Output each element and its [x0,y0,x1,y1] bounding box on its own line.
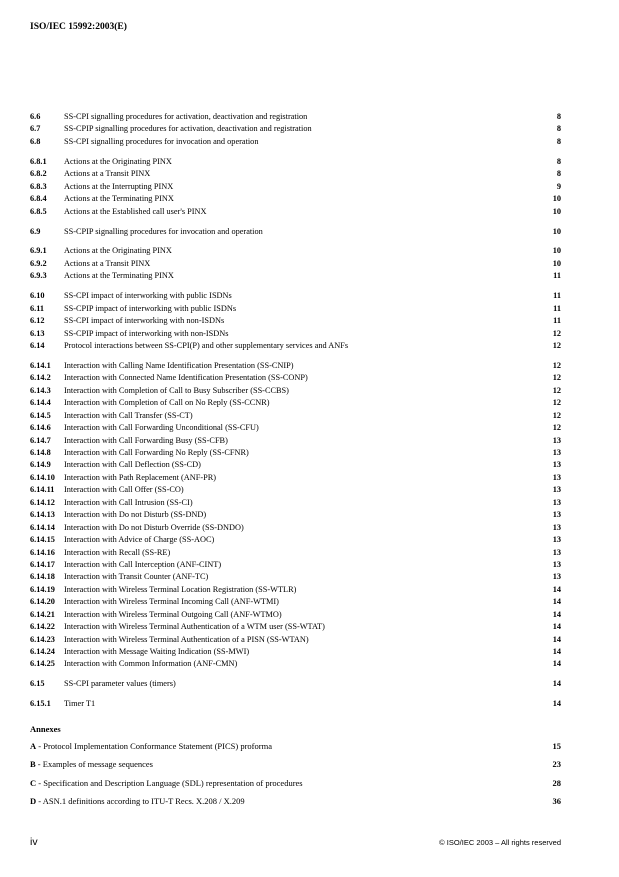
toc-entry[interactable] [30,447,561,459]
toc-entry-title: SS-CPI signalling procedures for activation, deactivation and registration [64,112,308,121]
toc-entry-page: 14 [552,699,561,709]
toc-entry[interactable] [30,258,561,270]
toc-entry-title: SS-CPIP signalling procedures for invocation and operation [64,226,263,236]
toc-entry-page: 13 [552,535,561,545]
toc-entry[interactable] [30,181,561,193]
toc-entry-page: 13 [552,460,561,470]
toc-entry-number: 6.14.4 [30,398,51,408]
toc-entry-title: Interaction with Call Forwarding No Reply (SS-CFNR) [64,448,249,457]
toc-entry-title: Actions at a Transit PINX [64,258,151,268]
toc-entry-page: 12 [552,385,561,395]
toc-entry-title: Interaction with Wireless Terminal Outgoing Call (ANF-WTMO) [64,609,282,619]
toc-entry[interactable] [30,634,561,646]
toc-entry-title: Interaction with Call Interception (ANF-CINT) [64,559,222,569]
toc-entry-number: 6.14.3 [30,385,51,395]
annex-letter: B [30,759,36,770]
toc-entry[interactable] [30,397,561,409]
toc-group-spacer [30,671,561,679]
toc-entry-title: SS-CPIP impact of interworking with non-ISDNs [64,328,229,338]
toc-entry[interactable] [30,497,561,509]
toc-entry-number: 6.14.12 [30,497,55,507]
toc-entry-number: 6.14.20 [30,597,55,607]
toc-entry[interactable] [30,509,561,521]
toc-entry-number: 6.14.9 [30,460,51,470]
toc-entry-page: 10 [552,258,561,268]
toc-entry[interactable] [30,459,561,471]
toc-entry-number: 6.9.3 [30,271,47,281]
toc-entry[interactable] [30,584,561,596]
toc-entry-page: 8 [556,124,561,134]
annex-page: 23 [552,759,561,770]
toc-entry-page: 13 [552,448,561,457]
toc-entry-page: 12 [552,360,561,370]
toc-entry-number: 6.14.11 [30,485,55,495]
annex-page: 15 [552,740,561,751]
toc-entry-page: 13 [552,510,561,520]
toc-entry-page: 14 [552,622,561,632]
toc-entry-number: 6.12 [30,316,45,326]
toc-entry-number: 6.7 [30,124,41,134]
toc-entry-title: Timer T1 [64,699,96,709]
toc-entry-number: 6.14.1 [30,360,51,370]
toc-entry-page: 11 [553,291,561,301]
toc-entry[interactable] [30,206,561,218]
toc-entry-title: Actions at the Established call user's PINX [64,206,207,216]
toc-entry-number: 6.14.21 [30,609,55,619]
toc-entry-number: 6.8.1 [30,156,47,166]
toc-entry-page: 8 [556,136,561,146]
toc-entry-title: Interaction with Recall (SS-RE) [64,547,171,557]
toc-entry[interactable] [30,111,561,123]
toc-entry-page: 8 [556,112,561,121]
toc-entry-title: Interaction with Transit Counter (ANF-TC) [64,572,209,582]
annex-entry[interactable] [30,795,561,814]
page-number: iv [30,836,38,848]
toc-entry-number: 6.8 [30,136,41,146]
annex-page: 36 [552,796,561,807]
annex-letter: D [30,796,37,807]
toc-group-spacer [30,283,561,291]
toc-entry-title: Protocol interactions between SS-CPI(P) and other supplementary services and ANFs [64,341,349,350]
toc-entry-title: Interaction with Call Offer (SS-CO) [64,485,184,495]
copyright-notice: © ISO/IEC 2003 – All rights reserved [439,838,561,847]
annex-page: 28 [552,777,561,788]
toc-entry-page: 14 [552,679,561,689]
toc-entry[interactable] [30,621,561,633]
toc-entry-title: Interaction with Connected Name Identification Presentation (SS-CONP) [64,373,308,383]
toc-entry-number: 6.11 [30,303,45,313]
toc-entry-page: 14 [552,647,561,656]
annex-entry[interactable] [30,777,561,796]
toc-entry[interactable] [30,484,561,496]
toc-entry[interactable] [30,422,561,434]
toc-entry-title: SS-CPI signalling procedures for invocation and operation [64,136,259,146]
toc-entry-page: 9 [556,181,561,191]
toc-entry-number: 6.9.2 [30,258,47,268]
document-header-id: ISO/IEC 15992:2003(E) [30,22,127,32]
toc-entry[interactable] [30,559,561,571]
toc-entry-number: 6.15.1 [30,699,51,709]
toc-entry-page: 13 [552,472,561,482]
toc-entry[interactable] [30,571,561,583]
toc-entry-page: 10 [552,226,561,236]
toc-entry-number: 6.8.5 [30,206,47,216]
toc-entry[interactable] [30,609,561,621]
toc-entry[interactable] [30,534,561,546]
toc-entry-title: SS-CPI parameter values (timers) [64,679,176,689]
toc-entry-page: 12 [552,328,561,338]
toc-entry-number: 6.13 [30,328,45,338]
toc-entry-page: 8 [556,156,561,166]
toc-entry-page: 13 [552,572,561,582]
toc-entry-title: Interaction with Path Replacement (ANF-PR) [64,472,217,482]
annex-title: - Protocol Implementation Conformance Statement (PICS) proforma [36,740,272,751]
toc-entry[interactable] [30,678,561,690]
toc-entry-number: 6.14.25 [30,659,55,669]
toc-entry[interactable] [30,472,561,484]
toc-entry-page: 14 [552,659,561,669]
toc-entry-number: 6.14.8 [30,448,51,457]
toc-entry-page: 13 [552,497,561,507]
toc-entry-title: Interaction with Do not Disturb (SS-DND) [64,510,207,520]
toc-entry-page: 11 [553,271,561,281]
toc-entry-page: 14 [552,584,561,594]
toc-entry-title: Interaction with Wireless Terminal Incoming Call (ANF-WTMI) [64,597,279,607]
toc-entry-number: 6.8.2 [30,169,47,179]
annex-letter: C [30,777,37,788]
toc-entry-title: Interaction with Advice of Charge (SS-AOC) [64,535,215,545]
toc-entry-number: 6.14.14 [30,522,55,532]
toc-entry-number: 6.14.7 [30,435,51,445]
toc-entry-page: 14 [552,597,561,607]
toc-entry-title: SS-CPIP impact of interworking with public ISDNs [64,303,237,313]
toc-entry-page: 11 [553,303,561,313]
toc-entry-title: Interaction with Message Waiting Indication (SS-MWI) [64,647,250,656]
toc-entry-number: 6.8.4 [30,194,47,204]
toc-entry-page: 14 [552,634,561,644]
toc-entry[interactable] [30,245,561,257]
toc-entry[interactable] [30,136,561,148]
toc-entry[interactable] [30,328,561,340]
toc-entry[interactable] [30,658,561,670]
toc-entry[interactable] [30,340,561,352]
toc-entry-title: Interaction with Wireless Terminal Authentication of a WTM user (SS-WTAT) [64,622,325,632]
toc-entry-page: 13 [552,522,561,532]
toc-entry-title: Actions at the Terminating PINX [64,194,174,204]
toc-entry[interactable] [30,372,561,384]
toc-entry-number: 6.14.18 [30,572,55,582]
toc-entry[interactable] [30,385,561,397]
toc-entry-number: 6.14.6 [30,423,51,433]
toc-entry-number: 6.14 [30,341,45,350]
toc-entry-page: 11 [553,316,561,326]
annex-letter: A [30,740,37,751]
toc-entry-title: Actions at the Originating PINX [64,246,172,256]
toc-entry[interactable] [30,290,561,302]
toc-entry-title: SS-CPI impact of interworking with public ISDNs [64,291,232,301]
toc-group-spacer [30,352,561,360]
toc-entry[interactable] [30,168,561,180]
toc-entry[interactable] [30,410,561,422]
toc-entry[interactable] [30,522,561,534]
toc-entry-number: 6.14.15 [30,535,55,545]
toc-entry-number: 6.9 [30,226,41,236]
toc-entry-page: 12 [552,373,561,383]
toc-entry-title: Interaction with Completion of Call to Busy Subscriber (SS-CCBS) [64,385,289,395]
toc-entry-page: 12 [552,423,561,433]
toc-entry-title: Interaction with Call Intrusion (SS-CI) [64,497,193,507]
toc-entry-number: 6.14.22 [30,622,55,632]
toc-entry-title: Interaction with Calling Name Identification Presentation (SS-CNIP) [64,360,294,370]
toc-entry[interactable] [30,315,561,327]
toc-entry-page: 12 [552,398,561,408]
toc-entry-title: Interaction with Call Transfer (SS-CT) [64,410,193,420]
toc-entry-number: 6.14.16 [30,547,55,557]
toc-entry-page: 10 [552,246,561,256]
toc-entry[interactable] [30,547,561,559]
toc-entry-title: Interaction with Wireless Terminal Authentication of a PISN (SS-WTAN) [64,634,309,644]
toc-entry-page: 8 [556,169,561,179]
toc-entry-title: Interaction with Call Deflection (SS-CD) [64,460,201,470]
toc-entry-number: 6.6 [30,112,41,121]
toc-entry-page: 13 [552,559,561,569]
toc-entry[interactable] [30,435,561,447]
toc-entry-page: 14 [552,609,561,619]
toc-entry[interactable] [30,596,561,608]
toc-entry-number: 6.14.23 [30,634,55,644]
table-of-contents [30,111,561,814]
toc-entry-title: Interaction with Common Information (ANF-CMN) [64,659,238,669]
toc-entry-number: 6.14.17 [30,559,55,569]
toc-entry-title: Actions at a Transit PINX [64,169,151,179]
toc-entry[interactable] [30,226,561,238]
toc-entry-title: Actions at the Originating PINX [64,156,172,166]
toc-entry-title: Actions at the Interrupting PINX [64,181,174,191]
annexes-heading: Annexes [30,723,61,734]
toc-group-spacer [30,148,561,156]
toc-entry-page: 12 [552,341,561,350]
annex-title: - ASN.1 definitions according to ITU-T Recs. X.208 / X.209 [36,796,245,807]
toc-group-spacer [30,218,561,226]
toc-entry[interactable] [30,698,561,710]
toc-entry-page: 10 [552,194,561,204]
toc-entry-title: Interaction with Do not Disturb Override (SS-DNDO) [64,522,244,532]
toc-entry-page: 13 [552,547,561,557]
annex-title: - Specification and Description Language (SDL) representation of procedures [36,777,303,788]
toc-group-spacer [30,238,561,246]
toc-entry[interactable] [30,303,561,315]
toc-group-spacer [30,711,561,722]
annex-entry[interactable] [30,740,561,759]
toc-entry-title: SS-CPIP signalling procedures for activation, deactivation and registration [64,124,312,134]
toc-entry-title: Interaction with Wireless Terminal Location Registration (SS-WTLR) [64,584,297,594]
toc-entry-page: 10 [552,206,561,216]
annex-title: - Examples of message sequences [35,759,153,770]
toc-group-spacer [30,691,561,699]
toc-entry-title: Interaction with Call Forwarding Busy (SS-CFB) [64,435,228,445]
toc-entry-number: 6.10 [30,291,45,301]
toc-entry-number: 6.15 [30,679,45,689]
toc-entry[interactable] [30,646,561,658]
toc-entry-page: 13 [552,435,561,445]
toc-entry[interactable] [30,123,561,135]
toc-entry-number: 6.14.19 [30,584,55,594]
toc-entry-number: 6.8.3 [30,181,47,191]
toc-entry[interactable] [30,193,561,205]
toc-entry-number: 6.14.5 [30,410,51,420]
toc-entry-number: 6.14.2 [30,373,51,383]
toc-entry-title: SS-CPI impact of interworking with non-ISDNs [64,316,225,326]
annex-entry[interactable] [30,758,561,777]
toc-entry-page: 12 [552,410,561,420]
toc-entry[interactable] [30,270,561,282]
toc-entry-number: 6.9.1 [30,246,47,256]
toc-entry-title: Actions at the Terminating PINX [64,271,174,281]
toc-entry[interactable] [30,156,561,168]
toc-entry-page: 13 [552,485,561,495]
toc-entry-number: 6.14.24 [30,647,55,656]
toc-entry-number: 6.14.10 [30,472,55,482]
toc-entry[interactable] [30,360,561,372]
toc-entry-title: Interaction with Completion of Call on No Reply (SS-CCNR) [64,398,270,408]
toc-entry-title: Interaction with Call Forwarding Unconditional (SS-CFU) [64,423,259,433]
toc-entry-number: 6.14.13 [30,510,55,520]
